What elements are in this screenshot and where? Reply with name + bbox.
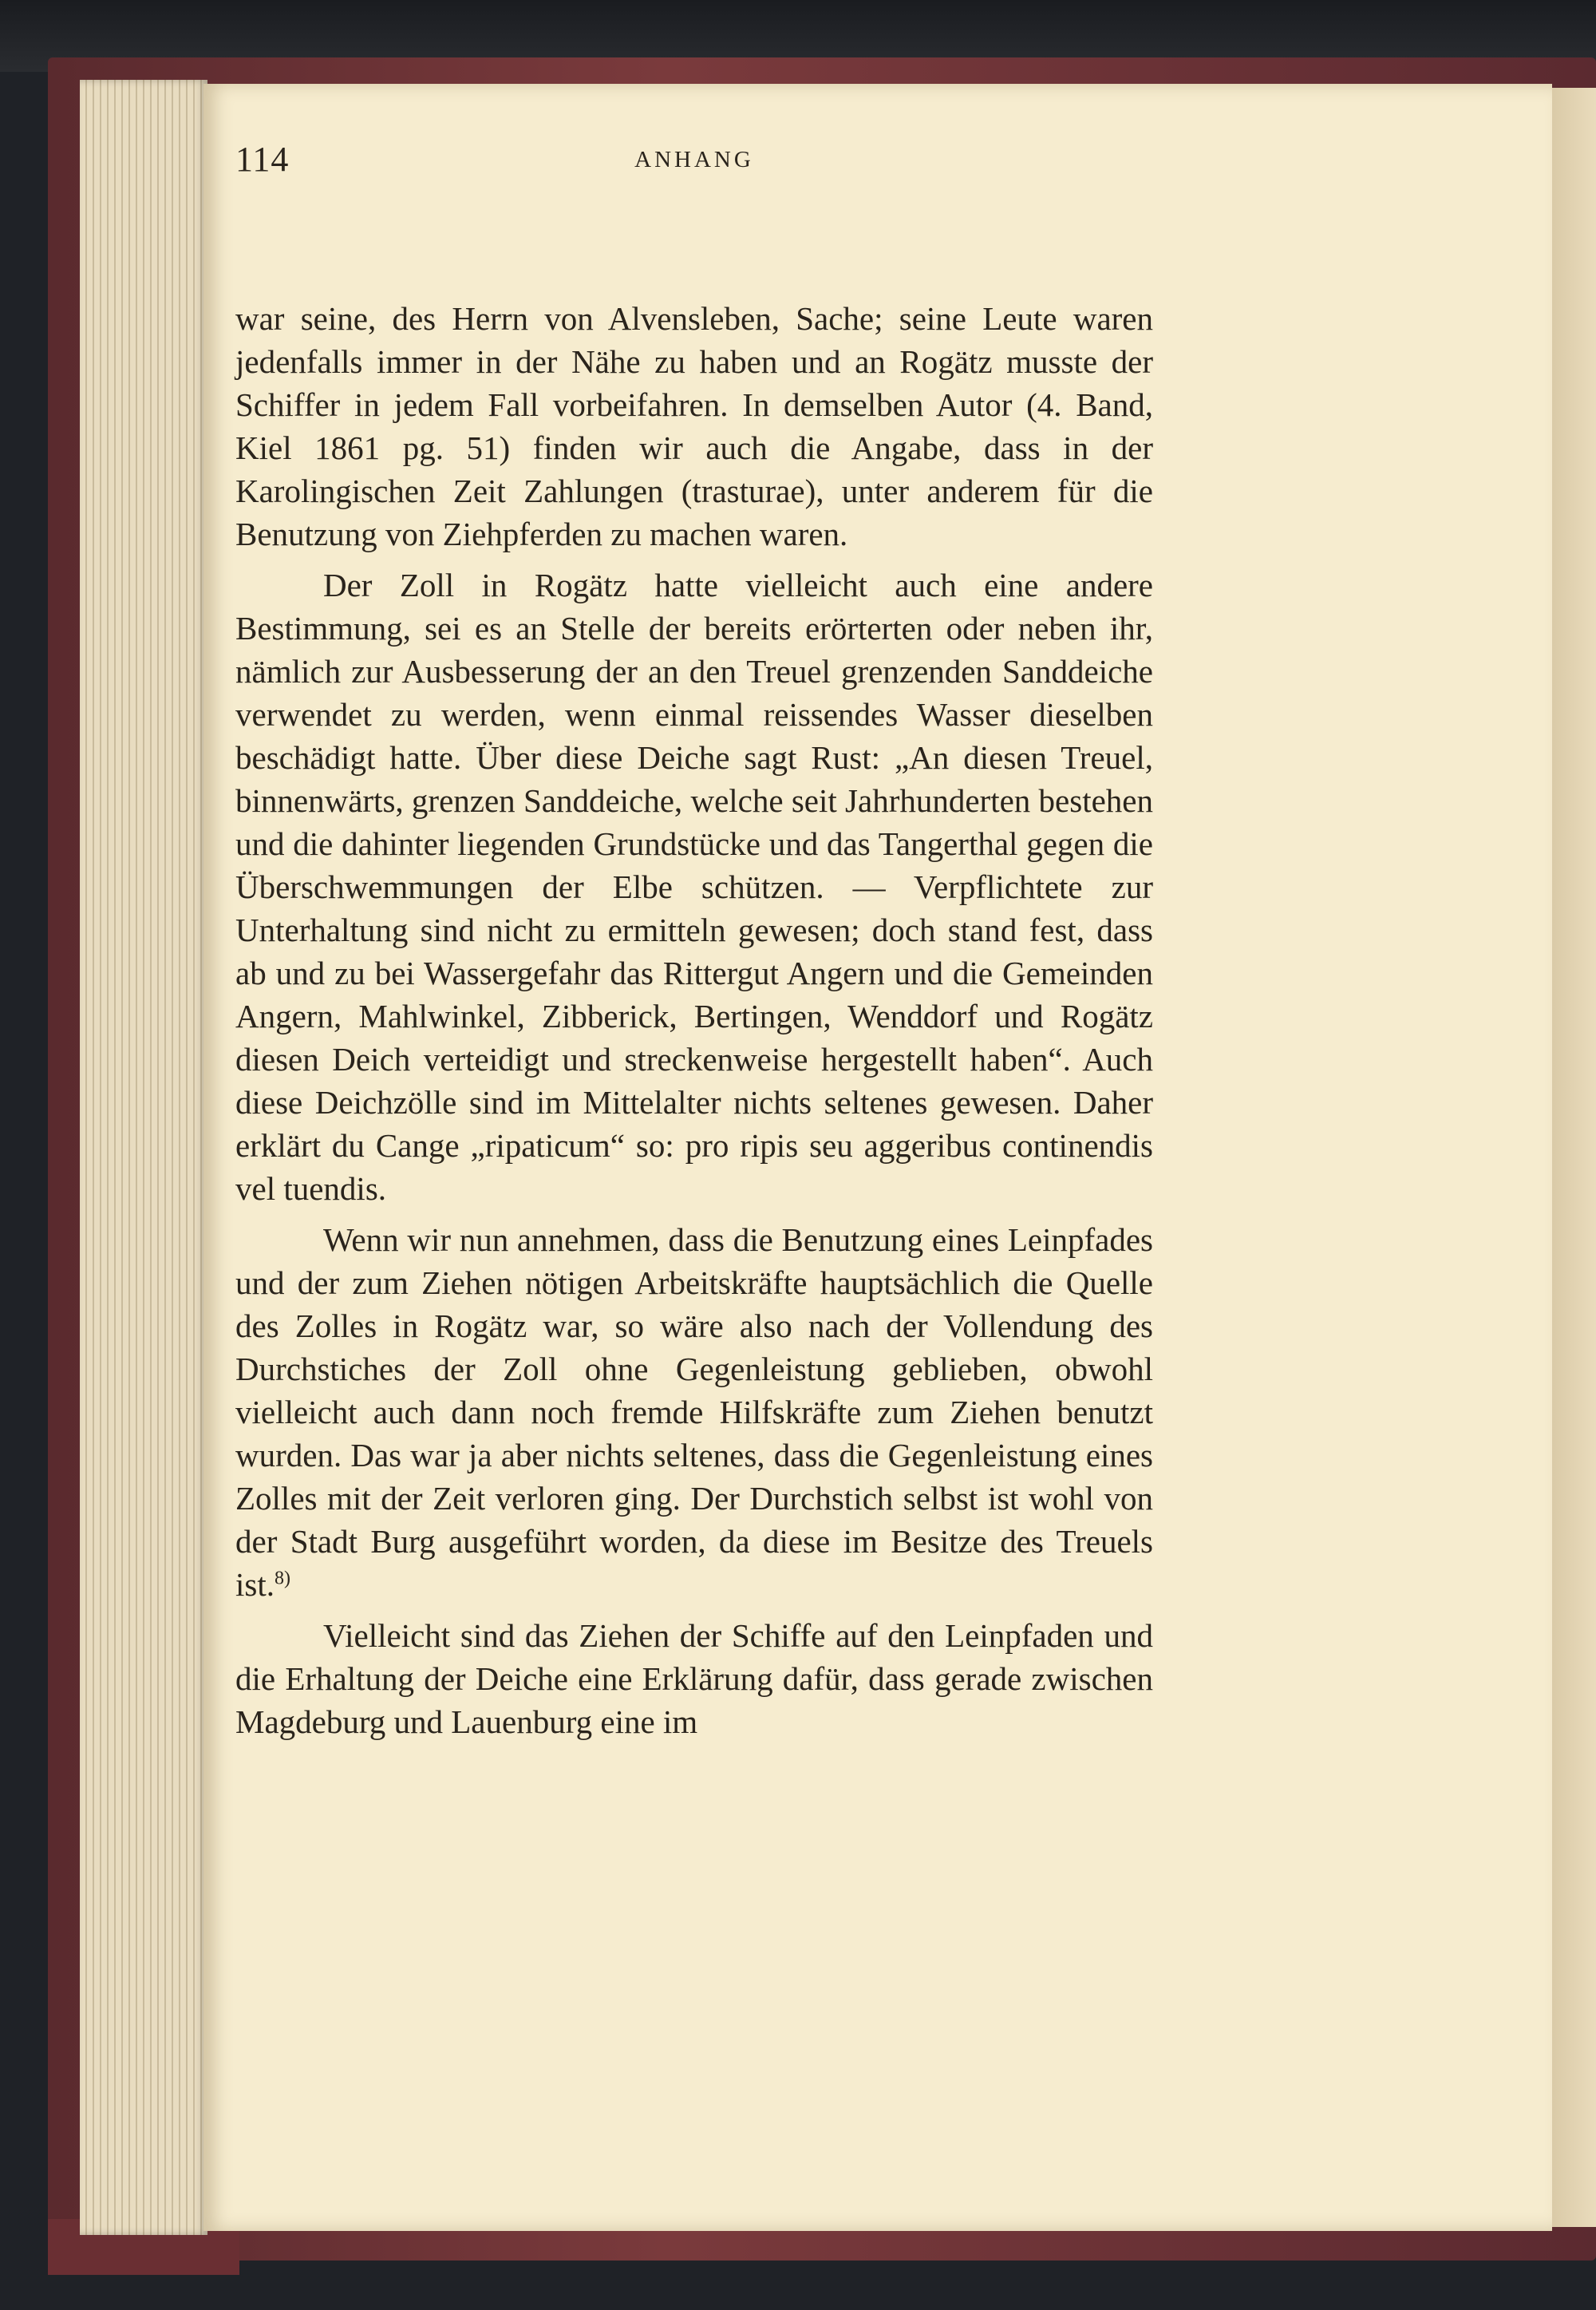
paragraph-2: Der Zoll in Rogätz hatte vielleicht auch eine andere Bestimmung, sei es an Stelle der bereits erörterten oder neben ihr, nämlich zur Ausbesserung der an den Treuel grenzenden Sanddeiche verwendet zu werden, wenn einmal reissendes Wasser dieselben beschädigt hatte. Über diese Deiche sagt Rust: „An diesen Treuel, binnenwärts, grenzen Sanddeiche, welche seit Jahrhunderten bestehen und die dahinter liegenden Grundstücke und das Tangerthal gegen die Überschwemmungen der Elbe schützen. — Verpflichtete zur Unterhaltung sind nicht zu ermitteln gewesen; doch stand fest, dass ab und zu bei Wassergefahr das Rittergut Angern und die Gemeinden Angern, Mahlwinkel, Zibberick, Bertingen, Wenddorf und Rogätz diesen Deich verteidigt und streckenweise hergestellt haben“. Auch diese Deichzölle sind im Mittelalter nichts seltenes gewesen. Daher erklärt du Cange „ripaticum“ so: pro ripis seu aggeribus continendis vel tuendis. (235, 567, 1153, 1207)
paragraph-4: Vielleicht sind das Ziehen der Schiffe auf den Leinpfaden und die Erhaltung der Deiche eine Erklärung dafür, dass gerade zwischen Magdeburg und Lauenburg eine im (235, 1617, 1153, 1740)
running-head (235, 136, 1153, 184)
page-number: 114 (235, 140, 290, 179)
paragraph-3 (235, 1218, 1153, 1606)
paragraph-1: war seine, des Herrn von Alvensleben, Sache; seine Leute waren jedenfalls immer in der Nähe zu haben und an Rogätz musste der Schiffer in jedem Fall vorbeifahren. In demselben Autor (4. Band, Kiel 1861 pg. 51) finden wir auch die Angabe, dass in der Karolingischen Zeit Zahlungen (trasturae), unter anderem für die Benutzung von Ziehpferden zu machen waren. (235, 300, 1153, 552)
page-edges (80, 80, 207, 2235)
body-text (235, 297, 1153, 1743)
footnote-ref: 8) (275, 1568, 290, 1589)
running-title: ANHANG (634, 147, 754, 172)
facing-page-edge (1548, 88, 1596, 2227)
paragraph-3-text: Wenn wir nun annehmen, dass die Benutzung eines Leinpfades und der zum Ziehen nötigen Arbeitskräfte hauptsächlich die Quelle des Zolles in Rogätz war, so wäre also nach der Vollendung des Durchstiches der Zoll ohne Gegenleistung geblieben, obwohl vielleicht auch dann noch fremde Hilfskräfte zum Ziehen benutzt wurden. Das war ja aber nichts seltenes, dass die Gegenleistung eines Zolles mit der Zeit verloren ging. Der Durchstich selbst ist wohl von der Stadt Burg ausgeführt worden, da diese im Besitze des Treuels ist. (235, 1221, 1153, 1603)
